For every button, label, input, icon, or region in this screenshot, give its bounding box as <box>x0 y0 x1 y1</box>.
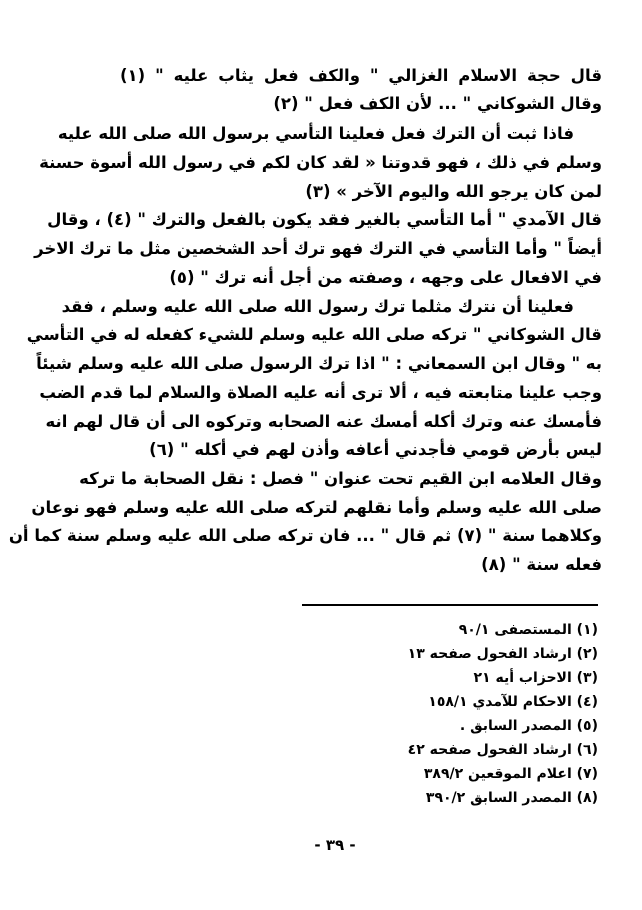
body-line-10: قال الشوكاني " تركه صلى الله عليه وسلم للشيء كفعله له في التأسي <box>26 325 602 344</box>
body-line-3: فاذا ثبت أن الترك فعل فعلينا التأسي برسول الله صلى الله عليه <box>57 124 574 143</box>
footnote-4: (٤) الاحكام للآمدي ١٥٨/١ <box>428 694 598 710</box>
body-line-17: وكلاهما سنة " (٧) ثم قال " ... فان تركه صلى الله عليه وسلم سنة كما أن <box>8 526 602 545</box>
body-line-11: به " وقال ابن السمعاني : " اذا ترك الرسول صلى الله عليه وسلم شيئاً <box>36 354 602 373</box>
footnote-3: (٣) الاحزاب أيه ٢١ <box>473 670 598 686</box>
footnote-5: (٥) المصدر السابق . <box>459 718 598 734</box>
footnote-6: (٦) ارشاد الفحول صفحه ٤٢ <box>407 742 598 758</box>
page-number: - ٣٩ - <box>314 836 356 854</box>
body-line-9: فعلينا أن نترك مثلما ترك رسول الله صلى الله عليه وسلم ، فقد <box>61 297 574 316</box>
body-line-14: ليس بأرض قومي فأجدني أعافه وأذن لهم في أكله " (٦) <box>149 440 602 459</box>
footnote-2: (٢) ارشاد الفحول صفحه ١٣ <box>407 646 598 662</box>
footnote-7: (٧) اعلام الموقعين ٣٨٩/٢ <box>423 766 598 782</box>
body-line-5: لمن كان يرجو الله واليوم الآخر » (٣) <box>305 182 602 201</box>
footnote-separator <box>302 604 598 606</box>
body-line-18: فعله سنة " (٨) <box>481 555 602 574</box>
body-line-8: في الافعال على وجهه ، وصفته من أجل أنه ترك " (٥) <box>169 268 602 287</box>
body-line-1: قال حجة الاسلام الغزالي " والكف فعل يثاب عليه " (١) <box>120 66 602 85</box>
body-line-13: فأمسك عنه وترك أكله أمسك عنه الصحابه وتركوه الى أن قال لهم انه <box>45 412 602 431</box>
body-line-4: وسلم في ذلك ، فهو قدوتنا « لقد كان لكم في رسول الله أسوة حسنة <box>39 153 602 172</box>
body-line-16: صلى الله عليه وسلم وأما نقلهم لتركه صلى الله عليه وسلم فهو نوعان <box>31 498 602 517</box>
body-line-12: وجب علينا متابعته فيه ، ألا ترى أنه عليه الصلاة والسلام لما قدم الضب <box>39 383 602 402</box>
body-line-15: وقال العلامه ابن القيم تحت عنوان " فصل : نقل الصحابة ما تركه <box>79 469 602 488</box>
footnote-8: (٨) المصدر السابق ٣٩٠/٢ <box>425 790 598 806</box>
footnote-1: (١) المستصفى ٩٠/١ <box>458 622 598 638</box>
body-line-7: أيضاً " وأما التأسي في الترك فهو ترك أحد الشخصين مثل ما ترك الاخر <box>34 239 602 258</box>
body-line-6: قال الآمدي " أما التأسي بالغير فقد يكون بالفعل والترك " (٤) ، وقال <box>47 210 602 229</box>
body-line-2: وقال الشوكاني " ... لأن الكف فعل " (٢) <box>273 94 602 113</box>
